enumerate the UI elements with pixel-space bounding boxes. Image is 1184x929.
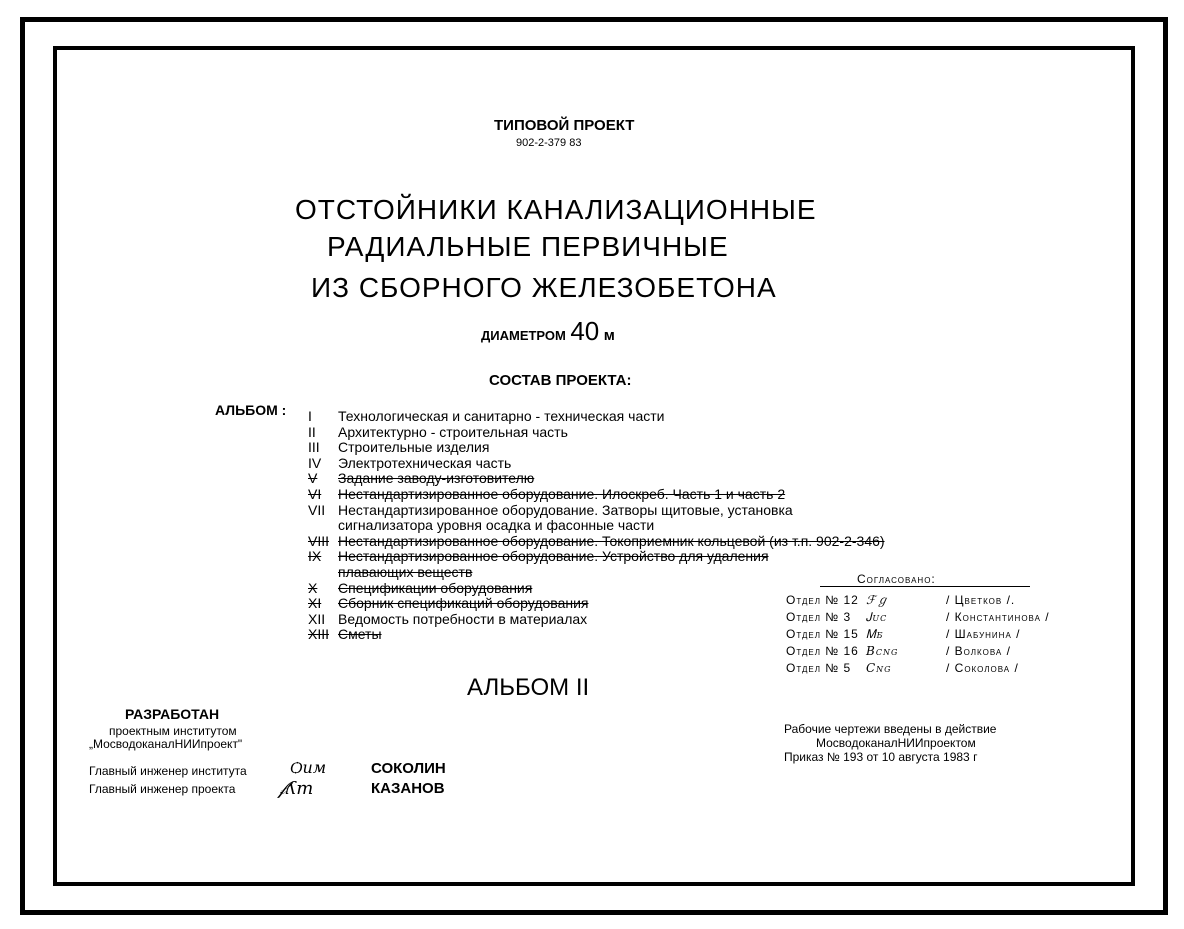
album-item: [300, 503, 885, 519]
album-item-number: X: [308, 579, 318, 596]
diameter-unit: м: [603, 327, 615, 344]
album-item-text: Электротехническая часть: [338, 454, 512, 471]
album-label: АЛЬБОМ :: [215, 402, 287, 418]
department: Отдел № 3: [786, 610, 852, 624]
department: Отдел № 12: [786, 593, 859, 607]
approval-row: [786, 643, 1050, 660]
album-item-text: Ведомость потребности в материалах: [338, 610, 588, 627]
album-title: АЛЬБОМ II: [467, 674, 590, 701]
diameter: [481, 316, 615, 347]
album-item: [300, 409, 885, 425]
approver-name: / Волкова /: [946, 644, 1011, 658]
approval-heading: Согласовано:: [857, 572, 936, 586]
album-item-text: Архитектурно - строительная часть: [338, 423, 568, 440]
album-item-number: VI: [308, 485, 322, 502]
album-item-number: XII: [308, 610, 326, 627]
signature: Bcng: [866, 644, 899, 658]
album-item-number: VII: [308, 501, 326, 518]
album-item-text: Технологическая и санитарно - техническая части: [338, 408, 665, 424]
album-item-text: Задание заводу-изготовителю: [338, 470, 535, 487]
approval-row: [786, 626, 1050, 643]
album-item-number: III: [308, 439, 320, 456]
diameter-label: ДИАМЕТРОМ: [481, 328, 566, 343]
title-line-3: ИЗ СБОРНОГО ЖЕЛЕЗОБЕТОНА: [311, 272, 777, 303]
album-item-text: Нестандартизированное оборудование. Затворы щитовые, установка: [338, 501, 793, 518]
album-item-number: V: [308, 470, 318, 487]
department: Отдел № 5: [786, 661, 852, 675]
approval-rule: [820, 586, 1030, 587]
title-line-2: РАДИАЛЬНЫЕ ПЕРВИЧНЫЕ: [327, 231, 729, 262]
approver-name: / Константинова /: [946, 610, 1050, 624]
album-item-number: IV: [308, 454, 322, 471]
album-item-number: [300, 518, 338, 534]
order-line-1: Рабочие чертежи введены в действие: [784, 722, 997, 736]
album-item-text: сигнализатора уровня осадка и фасонные части: [338, 517, 655, 534]
album-item-number: [300, 565, 338, 581]
album-item: [300, 487, 885, 503]
album-item-text: Сметы: [338, 626, 382, 643]
developer-line-2: „МосводоканалНИИпроект": [89, 737, 243, 751]
approval-row: [786, 660, 1050, 677]
approval-row: [786, 609, 1050, 626]
album-item: [300, 534, 885, 550]
album-item-text: Нестандартизированное оборудование. Илоскреб. Часть 1 и часть 2: [338, 485, 786, 502]
signature-2: 𝒻ʎm: [278, 778, 314, 799]
album-item-text: плавающих веществ: [338, 563, 473, 580]
signature: Cng: [866, 661, 892, 675]
name-2: КАЗАНОВ: [371, 780, 445, 797]
album-item: [300, 518, 885, 534]
name-1: СОКОЛИН: [371, 760, 446, 777]
signature: ℱℊ: [866, 593, 890, 607]
approver-name: / Соколова /: [946, 661, 1019, 675]
composition-heading: СОСТАВ ПРОЕКТА:: [489, 372, 632, 389]
album-item-number: I: [308, 408, 312, 424]
department: Отдел № 16: [786, 644, 859, 658]
approver-name: / Шабунина /: [946, 627, 1021, 641]
album-item-text: Сборник спецификаций оборудования: [338, 595, 589, 612]
album-item-text: Спецификации оборудования: [338, 579, 533, 596]
album-item: [300, 565, 885, 581]
album-item: [300, 456, 885, 472]
signature-1: Ѻим: [290, 758, 327, 777]
album-item-number: XI: [308, 595, 322, 612]
project-code: 902-2-379 83: [516, 137, 582, 149]
order-line-3: Приказ № 193 от 10 августа 1983 г: [784, 750, 978, 764]
diameter-value: 40: [570, 316, 600, 346]
order-line-2: МосводоканалНИИпроектом: [816, 736, 976, 750]
album-item-text: Нестандартизированное оборудование. Устройство для удаления: [338, 548, 769, 565]
developer-heading: РАЗРАБОТАН: [125, 706, 220, 722]
album-item-number: IX: [308, 548, 322, 565]
album-item-number: VIII: [308, 532, 330, 549]
signature: Ꮇб: [866, 627, 884, 641]
album-item-number: II: [308, 423, 316, 440]
album-item: [300, 471, 885, 487]
approval-list: [786, 592, 1050, 677]
department: Отдел № 15: [786, 627, 859, 641]
role-2: Главный инженер проекта: [89, 782, 236, 796]
approval-row: [786, 592, 1050, 609]
approver-name: / Цветков /.: [946, 593, 1016, 607]
signature: Ꭻuc: [866, 610, 888, 624]
type-label: ТИПОВОЙ ПРОЕКТ: [494, 117, 635, 134]
album-item-number: XIII: [308, 626, 330, 643]
album-item: [300, 549, 885, 565]
role-1: Главный инженер института: [89, 764, 247, 778]
album-item-text: Нестандартизированное оборудование. Токоприемник кольцевой (из т.п. 902-2-346): [338, 532, 885, 549]
album-item: [300, 440, 885, 456]
title-line-1: ОТСТОЙНИКИ КАНАЛИЗАЦИОННЫЕ: [295, 194, 817, 225]
album-item: [300, 425, 885, 441]
developer-line-1: проектным институтом: [109, 724, 237, 738]
album-item-text: Строительные изделия: [338, 439, 490, 456]
